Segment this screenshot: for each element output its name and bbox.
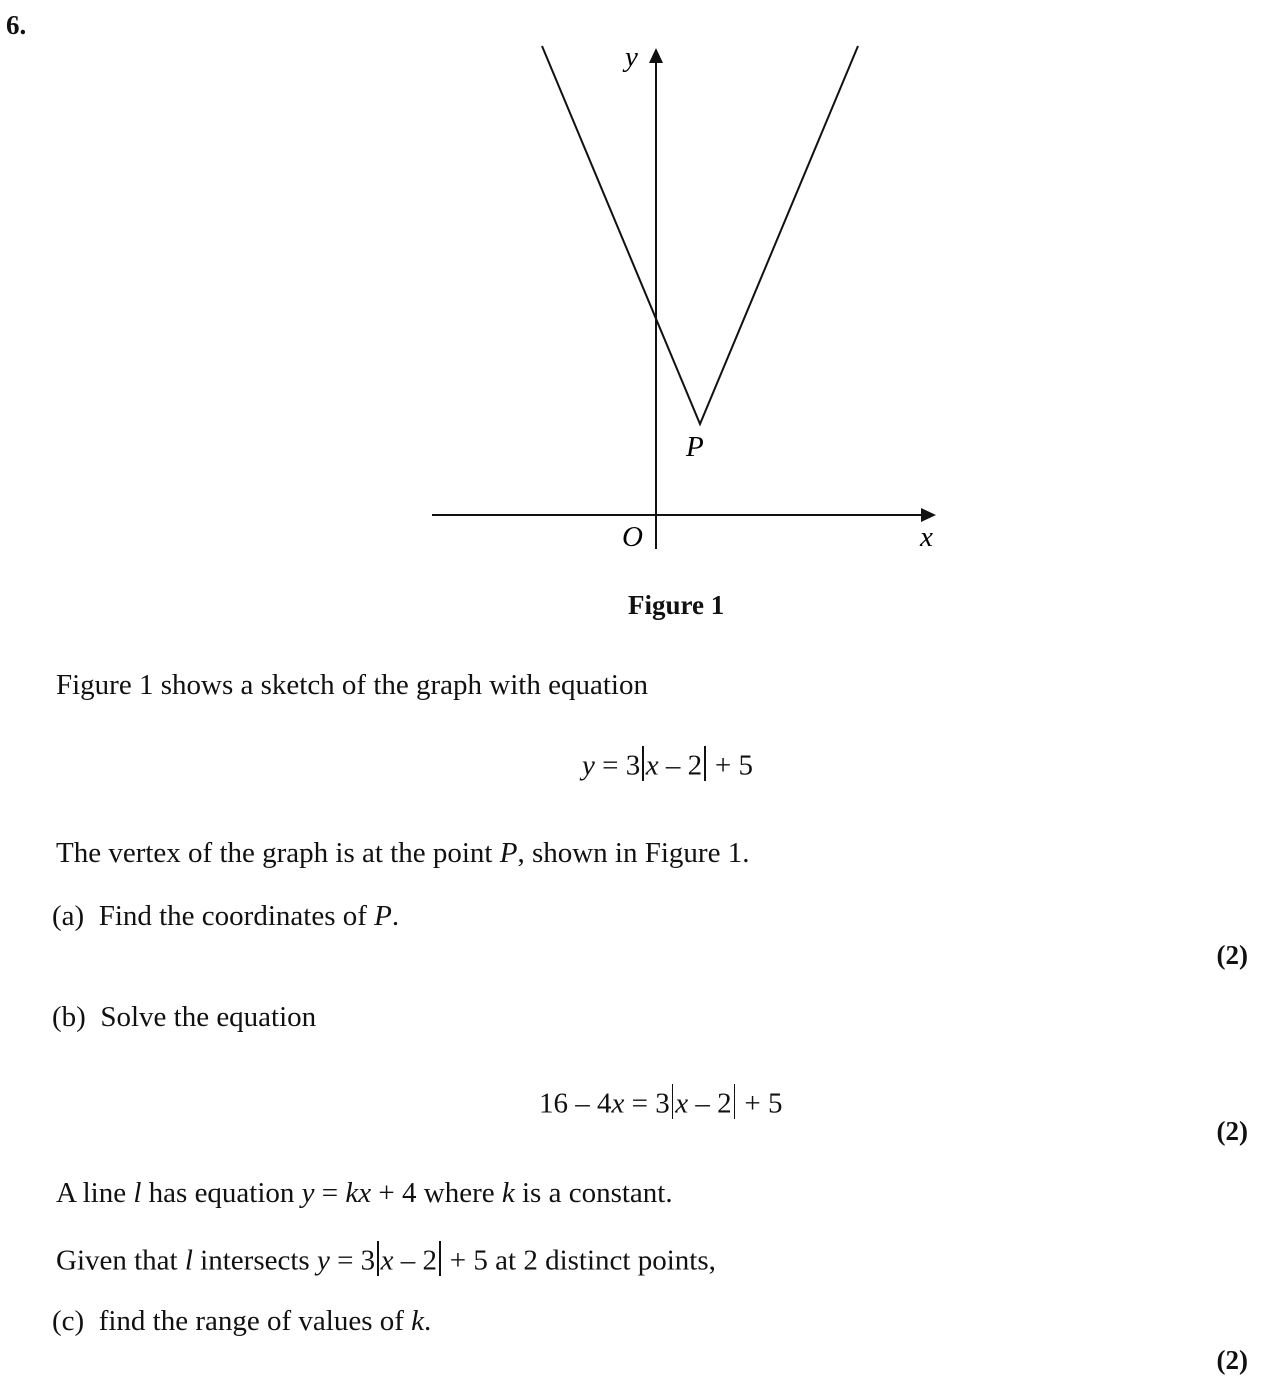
abs-bar-left [377,1241,379,1276]
line-l-k2: k [501,1177,515,1209]
vertex-sentence-post: , shown in Figure 1. [517,837,750,869]
line-l-y: y [301,1177,315,1209]
part-c-marks: (2) [1216,1345,1248,1375]
part-c [52,1305,431,1338]
abs-bar-right [704,746,706,781]
figure-graph [0,0,1268,580]
abs-bar-right [734,1084,736,1119]
eq2-tail: + 5 [737,1087,783,1120]
eq2-inner-x: x [675,1087,689,1120]
part-c-label: (c) [52,1305,85,1337]
eq1-inner-rest: – 2 [658,749,703,782]
given-y: y [316,1244,330,1277]
abs-bar-right [439,1241,441,1276]
vertex-sentence [56,837,749,870]
line-l-where: where [416,1177,502,1209]
x-axis-label: x [920,521,933,553]
eq2-coef: = 3 [624,1087,670,1120]
part-a-marks: (2) [1216,940,1248,970]
given-mid: intersects [192,1244,317,1277]
line-l-sentence [56,1177,673,1210]
part-c-post: . [424,1305,432,1337]
graph-curve [542,46,858,424]
given-inner-x: x [380,1244,394,1277]
vertex-sentence-p: P [499,837,518,869]
given-post: at 2 distinct points, [487,1244,716,1277]
equation-2 [539,1084,782,1120]
part-a [52,900,399,933]
given-sentence [56,1241,716,1277]
line-l-post: is a constant. [514,1177,673,1209]
equation-1 [582,746,753,782]
line-l-l: l [133,1177,142,1209]
question-number: 6. [6,10,27,40]
eq1-coef: = 3 [594,749,641,782]
line-l-pre: A line [56,1177,134,1209]
given-l: l [184,1244,193,1277]
intro-text: Figure 1 shows a sketch of the graph with equation [56,669,648,701]
given-pre: Given that [56,1244,185,1277]
given-inner-rest: – 2 [393,1244,438,1277]
y-axis-label: y [625,41,638,73]
part-b-text: Solve the equation [100,1001,317,1033]
given-coef: = 3 [329,1244,376,1277]
part-a-p: P [374,900,392,932]
part-c-pre: find the range of values of [98,1305,412,1337]
y-axis-arrowhead [649,48,663,63]
part-a-label: (a) [52,900,85,932]
eq2-lhs-x: x [611,1087,625,1120]
line-l-x: x [358,1177,372,1209]
eq1-inner-x: x [645,749,659,782]
eq1-tail: + 5 [707,749,753,782]
figure-caption: Figure 1 [628,590,725,620]
part-b [52,1001,316,1034]
vertex-sentence-pre: The vertex of the graph is at the point [56,837,500,869]
part-b-marks: (2) [1216,1116,1248,1146]
abs-bar-left [642,746,644,781]
abs-bar-left [672,1084,674,1119]
given-tail: + 5 [442,1244,488,1277]
origin-label: O [622,521,643,553]
eq1-y: y [582,749,595,782]
line-l-k: k [345,1177,359,1209]
part-a-pre: Find the coordinates of [98,900,375,932]
vertex-label: P [686,431,704,463]
line-l-tail: + 4 [371,1177,417,1209]
eq2-lhs-pre: 16 – 4 [539,1087,612,1120]
part-b-label: (b) [52,1001,86,1033]
part-a-post: . [391,900,400,932]
eq2-inner-rest: – 2 [688,1087,732,1120]
x-axis-arrowhead [921,508,936,522]
line-l-eq: = [314,1177,346,1209]
part-c-k: k [411,1305,425,1337]
line-l-mid: has equation [141,1177,302,1209]
